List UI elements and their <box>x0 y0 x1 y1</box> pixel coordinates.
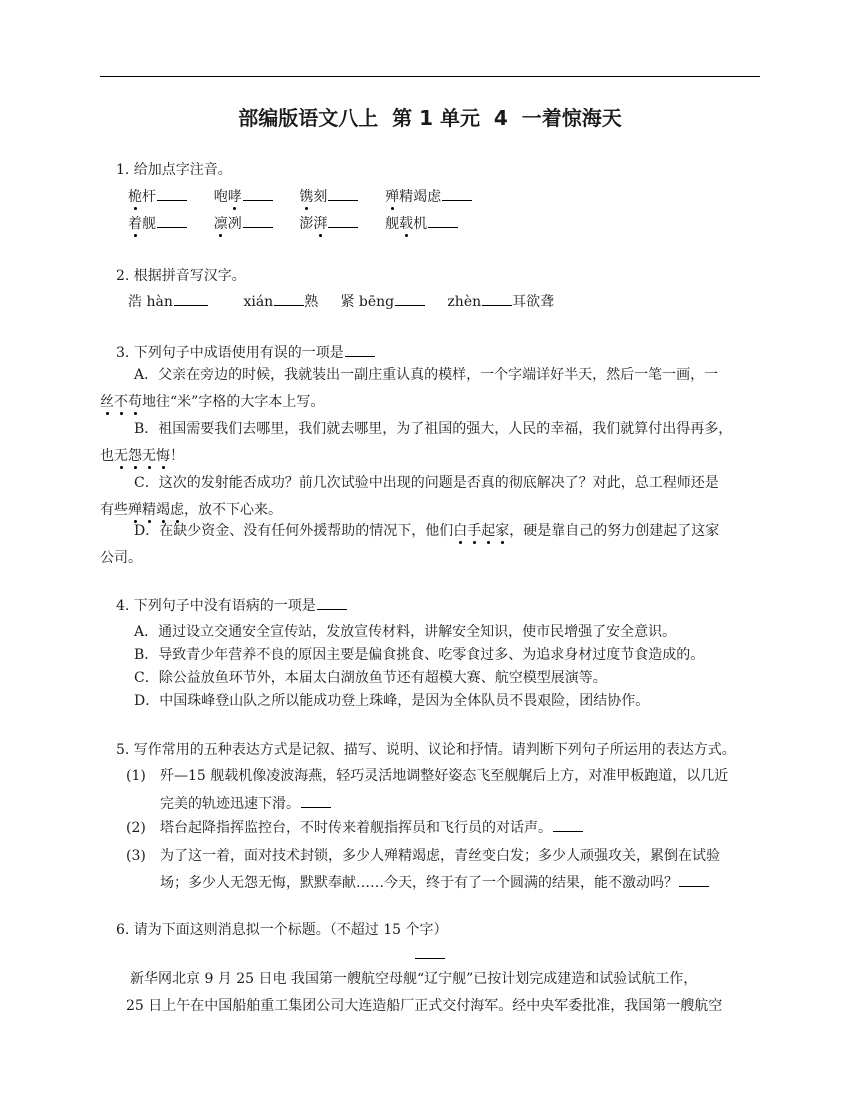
q5-sub2-text: 塔台起降指挥监控台，不时传来着舰指挥员和飞行员的对话声。 <box>160 820 552 836</box>
q3-option-a-line1: A．父亲在旁边的时候，我就装出一副庄重认真的模样，一个字端详好半天，然后一笔一画，一 <box>134 367 719 383</box>
q5-sub2-line1 <box>160 818 583 838</box>
q5-sub2-number: (2) <box>126 820 146 836</box>
header-rule <box>100 76 760 77</box>
q2-stem: 2. 根据拼音写汉字。 <box>116 268 246 284</box>
q4-option-a: A．通过设立交通安全宣传站，发放宣传材料，讲解安全知识，使市民增强了安全意识。 <box>134 624 677 640</box>
q3-option-a-line2: 丝不苟地往“米”字格的大字本上写。 <box>100 394 325 410</box>
q3-option-d-line1: D．在缺少资金、没有任何外援帮助的情况下，他们白手起家，硬是靠自己的努力创建起了这家 <box>134 523 720 539</box>
q5-sub1-text: 完美的轨迹迅速下滑。 <box>160 796 300 812</box>
q5-sub1-line1: 歼—15 舰载机像凌波海燕，轻巧灵活地调整好姿态飞至舰艉后上方，对准甲板跑道，以几近 <box>160 768 729 784</box>
q2-row <box>128 292 554 312</box>
q1-word-6: 凛冽 <box>213 216 242 232</box>
q5-sub3-text: 场；多少人无怨无悔，默默奉献……今天，终于有了一个圆满的结果，能不激动吗？ <box>160 875 678 891</box>
q6-para-line2: 25 日上午在中国船舶重工集团公司大连造船厂正式交付海军。经中央军委批准，我国第一艘航空 <box>126 998 723 1014</box>
q4-stem <box>116 596 347 616</box>
q1-word-8: 舰载机 <box>385 216 428 232</box>
q2-item-5: zhèn <box>447 294 482 310</box>
q6-stem: 6. 请为下面这则消息拟一个标题。（不超过 15 个字） <box>116 922 448 938</box>
q2-item-3: 熟 <box>304 294 319 310</box>
q3-option-c-line2: 有些殚精竭虑，放不下心来。 <box>100 502 282 518</box>
q5-sub3-number: (3) <box>126 848 146 864</box>
page-title: 部编版语文八上 第 1 单元 4 一着惊海天 <box>238 106 622 130</box>
q2-item-6: 耳欲聋 <box>512 294 555 310</box>
q1-row1 <box>128 187 472 207</box>
q5-sub3-line2 <box>160 873 709 893</box>
q4-option-d: D．中国珠峰登山队之所以能成功登上珠峰，是因为全体队员不畏艰险，团结协作。 <box>134 693 650 709</box>
q2-item-4: 紧 bēng <box>340 294 395 310</box>
q1-word-4: 殚精竭虑 <box>385 189 442 205</box>
q3-option-d-line2: 公司。 <box>100 550 142 566</box>
q1-stem: 1. 给加点字注音。 <box>116 162 232 178</box>
q6-para-line1: 新华网北京 9 月 25 日电 我国第一艘航空母舰“辽宁舰”已按计划完成建造和试验试航工作， <box>130 971 698 987</box>
q5-sub3-line1: 为了这一着，面对技术封锁，多少人殚精竭虑，青丝变白发；多少人顽强攻关，累倒在试验 <box>160 848 720 864</box>
q1-row2 <box>128 214 458 234</box>
q2-item-2: xián <box>243 294 274 310</box>
q1-word-3: 镌刻 <box>299 189 328 205</box>
q5-sub1-line2 <box>160 794 331 814</box>
q3-option-b-line2: 也无怨无悔！ <box>100 448 184 464</box>
q5-sub1-number: (1) <box>126 768 146 784</box>
q5-stem: 5. 写作常用的五种表达方式是记叙、描写、说明、议论和抒情。请判断下列句子所运用的表达方式。 <box>116 742 736 758</box>
q1-word-7: 澎湃 <box>299 216 328 232</box>
q3-option-b-line1: B．祖国需要我们去哪里，我们就去哪里，为了祖国的强大，人民的幸福，我们就算付出得再多， <box>134 421 733 437</box>
q3-option-c-line1: C．这次的发射能否成功？前几次试验中出现的问题是否真的彻底解决了？对此，总工程师还是 <box>134 475 719 491</box>
q4-option-b: B．导致青少年营养不良的原因主要是偏食挑食、吃零食过多、为追求身材过度节食造成的。 <box>134 647 705 663</box>
q4-option-c: C．除公益放鱼环节外，本届太白湖放鱼节还有超模大赛、航空模型展演等。 <box>134 670 607 686</box>
q3-stem-text: 3. 下列句子中成语使用有误的一项是 <box>116 345 344 361</box>
q2-item-1: 浩 hàn <box>128 294 173 310</box>
q6-answer-blank <box>415 958 445 959</box>
q1-word-5: 着舰 <box>128 216 156 232</box>
q4-stem-text: 4. 下列句子中没有语病的一项是 <box>116 598 316 614</box>
q1-word-1: 桅杆 <box>128 189 156 205</box>
q1-word-2: 咆哮 <box>213 189 242 205</box>
q3-stem <box>116 343 375 363</box>
